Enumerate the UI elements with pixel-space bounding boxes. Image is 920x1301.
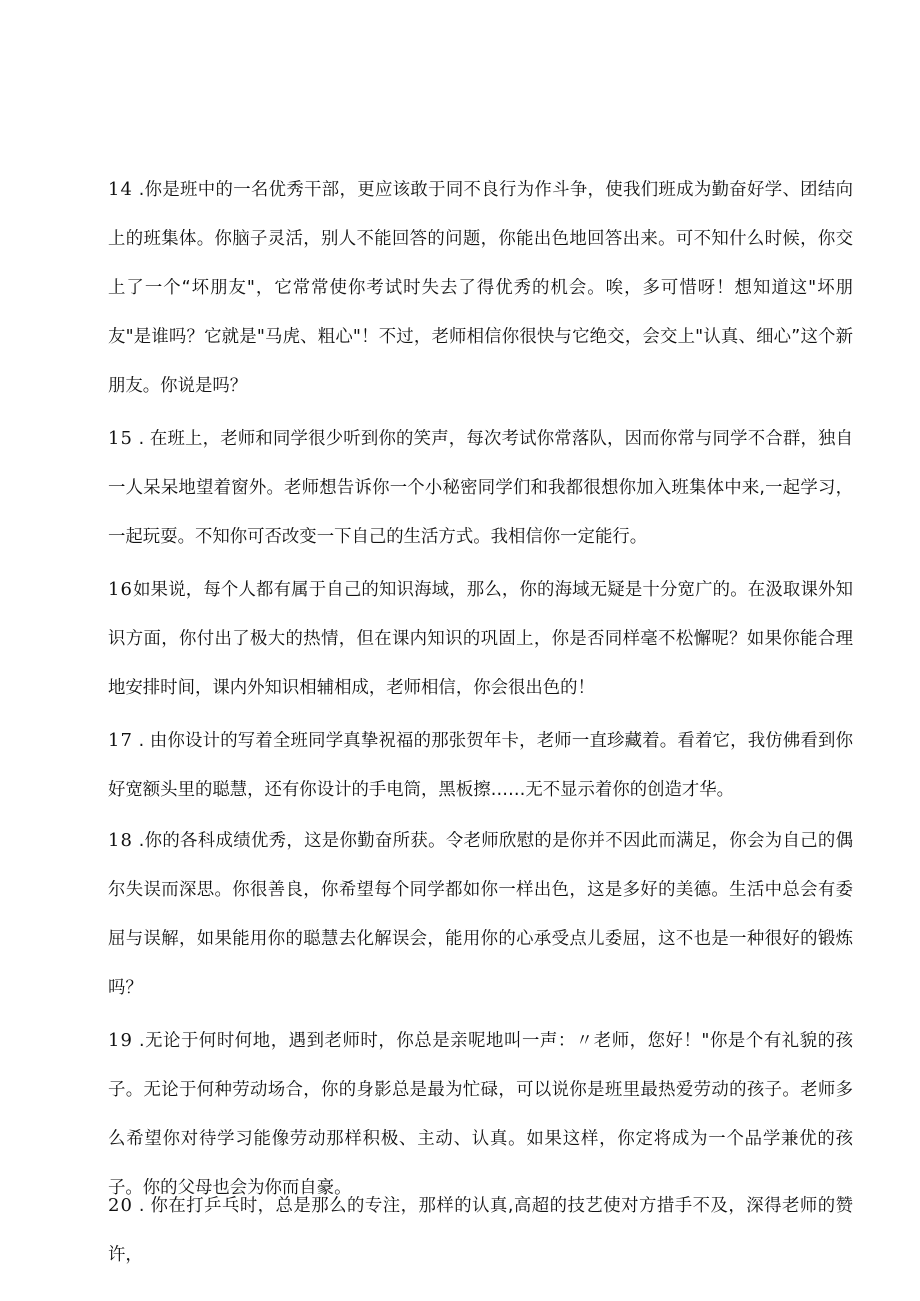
paragraph-number: 18 bbox=[108, 830, 133, 851]
paragraph-17 bbox=[108, 716, 853, 815]
paragraph-15 bbox=[108, 414, 853, 562]
paragraph-number: 19 bbox=[108, 1030, 133, 1051]
paragraph-number: 20 bbox=[108, 1195, 133, 1216]
paragraph-text: .无论于何时何地，遇到老师时，你总是亲呢地叫一声：〃老师，您好！"你是个有礼貌的孩子。无论于何种劳动场合，你的身影总是最为忙碌，可以说你是班里最热爱劳动的孩子。老师多么希望你对待学习能像劳动那样积极、主动、认真。如果这样，你定将成为一个品学兼优的孩子。你的父母也会为你而自豪。 bbox=[108, 1031, 853, 1198]
paragraph-text: . 由你设计的写着全班同学真挚祝福的那张贺年卡，老师一直珍藏着。看着它，我仿佛看到你好宽额头里的聪慧，还有你设计的手电筒，黑板擦……无不显示着你的创造才华。 bbox=[108, 731, 853, 800]
paragraph-14 bbox=[108, 165, 853, 411]
paragraph-number: 17 bbox=[108, 730, 133, 751]
paragraph-text: . 在班上，老师和同学很少听到你的笑声，每次考试你常落队，因而你常与同学不合群，独自一人呆呆地望着窗外。老师想告诉你一个小秘密同学们和我都很想你加入班集体中来,一起学习，一起玩耍。不知你可否改变一下自己的生活方式。我相信你一定能行。 bbox=[108, 429, 853, 547]
paragraph-text: . 你在打乒乓时，总是那么的专注，那样的认真,高超的技艺使对方措手不及，深得老师的赞许， bbox=[108, 1196, 853, 1265]
paragraph-number: 16 bbox=[108, 579, 133, 600]
paragraph-text: 如果说，每个人都有属于自己的知识海域，那么，你的海域无疑是十分宽广的。在汲取课外知识方面，你付出了极大的热情，但在课内知识的巩固上，你是否同样毫不松懈呢？如果你能合理地安排时间，课内外知识相辅相成，老师相信，你会很出色的！ bbox=[108, 580, 853, 698]
paragraph-20 bbox=[108, 1181, 853, 1280]
paragraph-number: 15 bbox=[108, 428, 133, 449]
paragraph-text: .你的各科成绩优秀，这是你勤奋所获。令老师欣慰的是你并不因此而满足，你会为自己的偶尔失误而深思。你很善良，你希望每个同学都如你一样出色，这是多好的美德。生活中总会有委屈与误解，如果能用你的聪慧去化解误会，能用你的心承受点儿委屈，这不也是一种很好的锻炼吗？ bbox=[108, 831, 853, 998]
paragraph-18 bbox=[108, 816, 853, 1013]
paragraph-number: 14 bbox=[108, 179, 133, 200]
paragraph-16 bbox=[108, 565, 853, 713]
paragraph-text: .你是班中的一名优秀干部，更应该敢于同不良行为作斗争，使我们班成为勤奋好学、团结向上的班集体。你脑子灵活，别人不能回答的问题，你能出色地回答出来。可不知什么时候，你交上了一个“坏朋友"，它常常使你考试时失去了得优秀的机会。唉，多可惜呀！想知道这"坏朋友"是谁吗？它就是"马虎、粗心"！不过，老师相信你很快与它绝交，会交上"认真、细心”这个新朋友。你说是吗？ bbox=[108, 180, 853, 396]
